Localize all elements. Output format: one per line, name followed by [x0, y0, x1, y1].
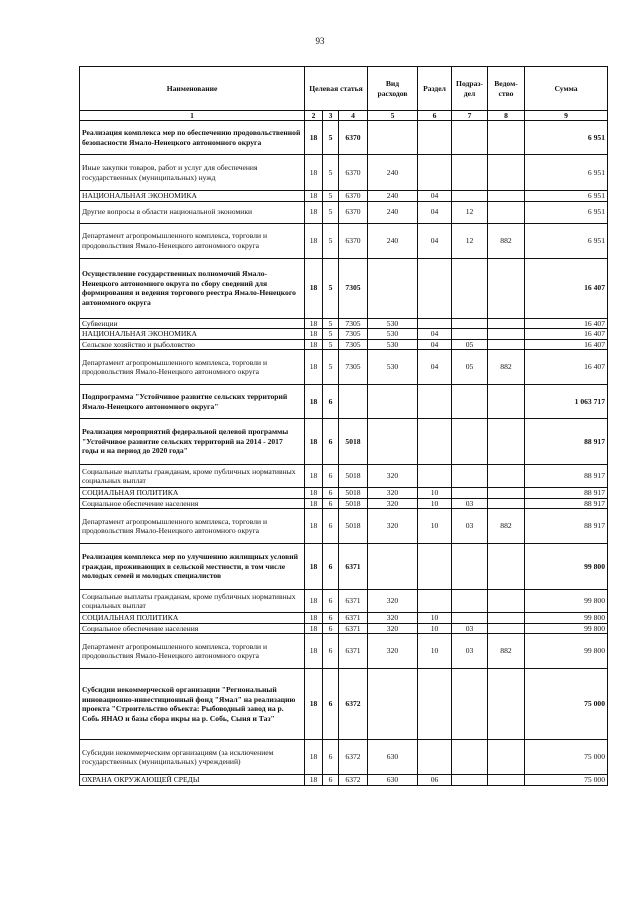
target-part-3: 6370 — [339, 223, 368, 258]
target-part-2: 6 — [323, 669, 339, 740]
department-code — [488, 318, 525, 329]
subsection-code — [452, 613, 488, 624]
target-part-2: 6 — [323, 465, 339, 488]
department-code — [488, 121, 525, 155]
subsection-code: 05 — [452, 350, 488, 385]
subsection-code — [452, 121, 488, 155]
department-code — [488, 258, 525, 318]
expense-type: 530 — [368, 339, 418, 350]
row-sum: 75 000 — [525, 775, 608, 786]
target-part-2: 6 — [323, 419, 339, 465]
table-row — [80, 339, 608, 350]
target-part-1: 18 — [305, 258, 323, 318]
row-name: СОЦИАЛЬНАЯ ПОЛИТИКА — [80, 613, 305, 624]
target-part-2: 6 — [323, 634, 339, 669]
expense-type — [368, 258, 418, 318]
subsection-code — [452, 740, 488, 775]
row-name: НАЦИОНАЛЬНАЯ ЭКОНОМИКА — [80, 191, 305, 202]
section-code: 04 — [418, 201, 452, 223]
table-row — [80, 740, 608, 775]
column-number: 2 — [305, 111, 323, 121]
department-code — [488, 669, 525, 740]
row-name: Субсидии некоммерческой организации "Региональный инновационно-инвестиционный фонд "Ямал" на реализацию проекта "Строительство объекта: Рыбоводный завод на р. Собь ЯНАО и базы сбора икры на р. Собь, Сыня и Таз" — [80, 669, 305, 740]
expense-type: 630 — [368, 775, 418, 786]
section-code — [418, 258, 452, 318]
expense-type: 240 — [368, 201, 418, 223]
expense-type — [368, 669, 418, 740]
table-row — [80, 191, 608, 202]
target-part-2: 6 — [323, 544, 339, 590]
target-part-1: 18 — [305, 498, 323, 509]
table-row — [80, 775, 608, 786]
target-part-2: 5 — [323, 258, 339, 318]
section-code — [418, 385, 452, 419]
row-sum: 6 951 — [525, 191, 608, 202]
target-part-1: 18 — [305, 155, 323, 191]
row-name: Другие вопросы в области национальной экономики — [80, 201, 305, 223]
target-part-3: 6371 — [339, 623, 368, 634]
table-row — [80, 488, 608, 499]
column-number-row — [80, 111, 608, 121]
department-code — [488, 544, 525, 590]
table-row — [80, 498, 608, 509]
subsection-code — [452, 155, 488, 191]
subsection-code — [452, 318, 488, 329]
target-part-1: 18 — [305, 509, 323, 544]
target-part-3: 5018 — [339, 509, 368, 544]
row-sum: 88 917 — [525, 509, 608, 544]
target-part-1: 18 — [305, 613, 323, 624]
section-code — [418, 669, 452, 740]
row-sum: 6 951 — [525, 223, 608, 258]
table-row — [80, 350, 608, 385]
header-target: Целевая статья — [305, 67, 368, 111]
section-code: 10 — [418, 613, 452, 624]
department-code — [488, 775, 525, 786]
target-part-3: 6372 — [339, 775, 368, 786]
subsection-code — [452, 544, 488, 590]
section-code: 04 — [418, 191, 452, 202]
row-name: Осуществление государственных полномочий Ямало-Ненецкого автономного округа по сбору сведений для формирования и ведения торгового реестра Ямало-Ненецкого автономного округа — [80, 258, 305, 318]
subsection-code: 03 — [452, 623, 488, 634]
table-row — [80, 509, 608, 544]
row-sum: 99 800 — [525, 623, 608, 634]
target-part-1: 18 — [305, 740, 323, 775]
target-part-3: 6372 — [339, 669, 368, 740]
table-row — [80, 329, 608, 340]
section-code — [418, 121, 452, 155]
expense-type: 530 — [368, 350, 418, 385]
subsection-code — [452, 329, 488, 340]
subsection-code — [452, 669, 488, 740]
subsection-code: 05 — [452, 339, 488, 350]
target-part-3: 6371 — [339, 590, 368, 613]
row-sum: 16 407 — [525, 329, 608, 340]
subsection-code — [452, 488, 488, 499]
target-part-2: 6 — [323, 488, 339, 499]
expense-type: 320 — [368, 465, 418, 488]
target-part-2: 5 — [323, 201, 339, 223]
table-row — [80, 223, 608, 258]
department-code — [488, 465, 525, 488]
row-sum: 99 800 — [525, 613, 608, 624]
target-part-3: 7305 — [339, 339, 368, 350]
expense-type: 320 — [368, 590, 418, 613]
target-part-3: 7305 — [339, 329, 368, 340]
expense-type — [368, 544, 418, 590]
table-row — [80, 201, 608, 223]
section-code — [418, 419, 452, 465]
row-sum: 88 917 — [525, 419, 608, 465]
section-code: 04 — [418, 339, 452, 350]
target-part-2: 6 — [323, 775, 339, 786]
target-part-2: 6 — [323, 509, 339, 544]
row-sum: 88 917 — [525, 498, 608, 509]
target-part-1: 18 — [305, 590, 323, 613]
table-row — [80, 121, 608, 155]
table-row — [80, 623, 608, 634]
section-code: 10 — [418, 488, 452, 499]
target-part-1: 18 — [305, 488, 323, 499]
target-part-1: 18 — [305, 201, 323, 223]
section-code: 04 — [418, 350, 452, 385]
row-name: Иные закупки товаров, работ и услуг для обеспечения государственных (муниципальных) нужд — [80, 155, 305, 191]
expense-type: 530 — [368, 318, 418, 329]
section-code — [418, 590, 452, 613]
row-sum: 16 407 — [525, 339, 608, 350]
target-part-2: 5 — [323, 329, 339, 340]
row-name: Департамент агропромышленного комплекса, торговли и продовольствия Ямало-Ненецкого автономного округа — [80, 634, 305, 669]
target-part-3: 6372 — [339, 740, 368, 775]
row-name: СОЦИАЛЬНАЯ ПОЛИТИКА — [80, 488, 305, 499]
section-code: 06 — [418, 775, 452, 786]
department-code — [488, 623, 525, 634]
row-name: Реализация комплекса мер по обеспечению продовольственной безопасности Ямало-Ненецкого автономного округа — [80, 121, 305, 155]
target-part-1: 18 — [305, 623, 323, 634]
section-code — [418, 155, 452, 191]
table-row — [80, 669, 608, 740]
expense-type — [368, 419, 418, 465]
column-number: 7 — [452, 111, 488, 121]
row-name: Субвенции — [80, 318, 305, 329]
table-row — [80, 634, 608, 669]
target-part-3: 5018 — [339, 498, 368, 509]
table-row — [80, 613, 608, 624]
target-part-1: 18 — [305, 544, 323, 590]
row-sum: 99 800 — [525, 544, 608, 590]
row-name: Подпрограмма "Устойчивое развитие сельских территорий Ямало-Ненецкого автономного округа" — [80, 385, 305, 419]
table-row — [80, 258, 608, 318]
department-code: 882 — [488, 223, 525, 258]
expense-type — [368, 385, 418, 419]
department-code: 882 — [488, 350, 525, 385]
header-section: Раздел — [418, 67, 452, 111]
table-row — [80, 385, 608, 419]
column-number: 1 — [80, 111, 305, 121]
row-name: ОХРАНА ОКРУЖАЮЩЕЙ СРЕДЫ — [80, 775, 305, 786]
row-name: Реализация мероприятий федеральной целевой программы "Устойчивое развитие сельских территорий на 2014 - 2017 годы и на период до 2020 года" — [80, 419, 305, 465]
expense-type: 240 — [368, 223, 418, 258]
table-row — [80, 590, 608, 613]
target-part-2: 6 — [323, 590, 339, 613]
target-part-1: 18 — [305, 191, 323, 202]
target-part-1: 18 — [305, 223, 323, 258]
subsection-code: 03 — [452, 498, 488, 509]
section-code — [418, 318, 452, 329]
target-part-3: 5018 — [339, 465, 368, 488]
table-row — [80, 465, 608, 488]
expense-type: 530 — [368, 329, 418, 340]
target-part-2: 6 — [323, 623, 339, 634]
column-number: 5 — [368, 111, 418, 121]
target-part-1: 18 — [305, 329, 323, 340]
department-code — [488, 191, 525, 202]
department-code — [488, 498, 525, 509]
column-number: 4 — [339, 111, 368, 121]
department-code — [488, 419, 525, 465]
department-code — [488, 590, 525, 613]
row-sum: 75 000 — [525, 740, 608, 775]
target-part-1: 18 — [305, 385, 323, 419]
row-name: Реализация комплекса мер по улучшению жилищных условий граждан, проживающих в сельской местности, в том числе молодых семей и молодых специалистов — [80, 544, 305, 590]
target-part-2: 5 — [323, 121, 339, 155]
budget-table — [79, 66, 608, 786]
target-part-2: 6 — [323, 613, 339, 624]
section-code: 04 — [418, 329, 452, 340]
section-code — [418, 465, 452, 488]
target-part-1: 18 — [305, 775, 323, 786]
row-sum: 16 407 — [525, 350, 608, 385]
table-body — [80, 121, 608, 786]
header-dept: Ведом-ство — [488, 67, 525, 111]
department-code — [488, 329, 525, 340]
subsection-code: 12 — [452, 201, 488, 223]
header-type: Вид расходов — [368, 67, 418, 111]
row-sum: 16 407 — [525, 258, 608, 318]
section-code — [418, 544, 452, 590]
row-name: Субсидии некоммерческим организациям (за исключением государственных (муниципальных) учреждений) — [80, 740, 305, 775]
section-code: 10 — [418, 634, 452, 669]
section-code — [418, 740, 452, 775]
target-part-3: 6370 — [339, 155, 368, 191]
target-part-2: 5 — [323, 318, 339, 329]
column-number: 3 — [323, 111, 339, 121]
target-part-1: 18 — [305, 121, 323, 155]
target-part-2: 6 — [323, 498, 339, 509]
expense-type: 320 — [368, 634, 418, 669]
target-part-1: 18 — [305, 339, 323, 350]
expense-type: 240 — [368, 191, 418, 202]
target-part-1: 18 — [305, 465, 323, 488]
row-name: Социальные выплаты гражданам, кроме публичных нормативных социальных выплат — [80, 590, 305, 613]
target-part-1: 18 — [305, 350, 323, 385]
column-number: 9 — [525, 111, 608, 121]
row-sum: 16 407 — [525, 318, 608, 329]
target-part-1: 18 — [305, 634, 323, 669]
row-sum: 1 063 717 — [525, 385, 608, 419]
table-row — [80, 544, 608, 590]
header-row — [80, 67, 608, 111]
row-sum: 99 800 — [525, 590, 608, 613]
department-code — [488, 488, 525, 499]
target-part-3: 6370 — [339, 201, 368, 223]
row-name: Социальное обеспечение населения — [80, 498, 305, 509]
target-part-3: 6371 — [339, 613, 368, 624]
column-number: 6 — [418, 111, 452, 121]
table-row — [80, 155, 608, 191]
row-name: Сельское хозяйство и рыболовство — [80, 339, 305, 350]
row-sum: 88 917 — [525, 465, 608, 488]
subsection-code: 03 — [452, 634, 488, 669]
target-part-3: 7305 — [339, 318, 368, 329]
row-sum: 99 800 — [525, 634, 608, 669]
expense-type: 240 — [368, 155, 418, 191]
row-sum: 6 951 — [525, 155, 608, 191]
expense-type: 320 — [368, 613, 418, 624]
target-part-3: 5018 — [339, 488, 368, 499]
department-code — [488, 155, 525, 191]
header-sum: Сумма — [525, 67, 608, 111]
row-name: Социальное обеспечение населения — [80, 623, 305, 634]
row-name: НАЦИОНАЛЬНАЯ ЭКОНОМИКА — [80, 329, 305, 340]
target-part-2: 5 — [323, 191, 339, 202]
subsection-code — [452, 590, 488, 613]
target-part-1: 18 — [305, 318, 323, 329]
target-part-1: 18 — [305, 669, 323, 740]
table-row — [80, 318, 608, 329]
department-code: 882 — [488, 634, 525, 669]
section-code: 10 — [418, 498, 452, 509]
department-code — [488, 613, 525, 624]
row-sum: 6 951 — [525, 121, 608, 155]
row-name: Департамент агропромышленного комплекса, торговли и продовольствия Ямало-Ненецкого автономного округа — [80, 223, 305, 258]
target-part-3: 5018 — [339, 419, 368, 465]
subsection-code — [452, 191, 488, 202]
section-code: 10 — [418, 623, 452, 634]
subsection-code — [452, 385, 488, 419]
expense-type: 320 — [368, 623, 418, 634]
header-name: Наименование — [80, 67, 305, 111]
expense-type: 320 — [368, 509, 418, 544]
row-name: Социальные выплаты гражданам, кроме публичных нормативных социальных выплат — [80, 465, 305, 488]
row-sum: 6 951 — [525, 201, 608, 223]
subsection-code: 03 — [452, 509, 488, 544]
department-code: 882 — [488, 509, 525, 544]
subsection-code — [452, 465, 488, 488]
target-part-3: 7305 — [339, 258, 368, 318]
page-number: 93 — [315, 36, 325, 46]
target-part-3: 6371 — [339, 544, 368, 590]
department-code — [488, 201, 525, 223]
row-sum: 75 000 — [525, 669, 608, 740]
department-code — [488, 385, 525, 419]
expense-type: 320 — [368, 488, 418, 499]
target-part-2: 5 — [323, 223, 339, 258]
row-sum: 88 917 — [525, 488, 608, 499]
target-part-2: 5 — [323, 155, 339, 191]
target-part-3: 6370 — [339, 191, 368, 202]
table-row — [80, 419, 608, 465]
subsection-code — [452, 775, 488, 786]
header-subsection: Подраз-дел — [452, 67, 488, 111]
subsection-code — [452, 258, 488, 318]
subsection-code — [452, 419, 488, 465]
expense-type: 630 — [368, 740, 418, 775]
expense-type — [368, 121, 418, 155]
subsection-code: 12 — [452, 223, 488, 258]
row-name: Департамент агропромышленного комплекса, торговли и продовольствия Ямало-Ненецкого автономного округа — [80, 350, 305, 385]
target-part-2: 6 — [323, 740, 339, 775]
target-part-3 — [339, 385, 368, 419]
row-name: Департамент агропромышленного комплекса, торговли и продовольствия Ямало-Ненецкого автономного округа — [80, 509, 305, 544]
target-part-2: 6 — [323, 385, 339, 419]
expense-type: 320 — [368, 498, 418, 509]
target-part-3: 6370 — [339, 121, 368, 155]
target-part-1: 18 — [305, 419, 323, 465]
target-part-3: 7305 — [339, 350, 368, 385]
department-code — [488, 740, 525, 775]
section-code: 04 — [418, 223, 452, 258]
department-code — [488, 339, 525, 350]
column-number: 8 — [488, 111, 525, 121]
target-part-2: 5 — [323, 339, 339, 350]
target-part-2: 5 — [323, 350, 339, 385]
section-code: 10 — [418, 509, 452, 544]
target-part-3: 6371 — [339, 634, 368, 669]
